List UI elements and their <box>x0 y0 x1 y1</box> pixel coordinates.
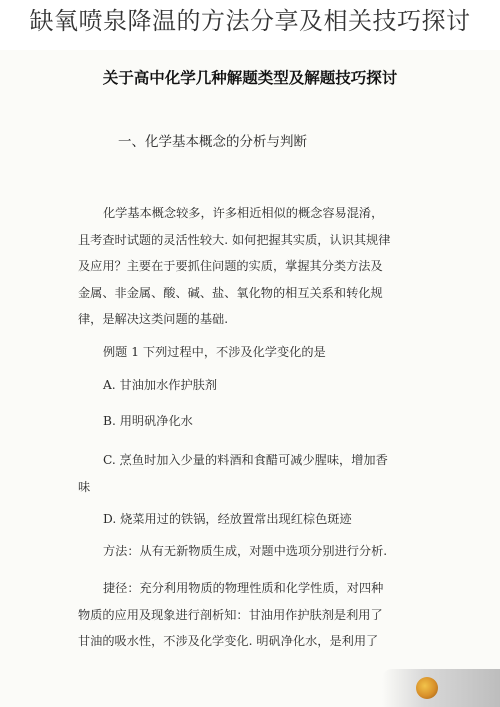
document-title: 关于高中化学几种解题类型及解题技巧探讨 <box>102 68 398 87</box>
paragraph-line: 物质的应用及现象进行剖析知：甘油用作护肤剂是利用了 <box>78 607 383 622</box>
example-question: 例题 1 下列过程中，不涉及化学变化的是 <box>103 345 326 359</box>
option-c-line: C. 烹鱼时加入少量的料酒和食醋可减少腥味，增加香 <box>103 453 388 467</box>
option-b: B. 用明矾净化水 <box>103 414 193 428</box>
page-title: 缺氧喷泉降温的方法分享及相关技巧探讨 <box>29 7 471 35</box>
logo-icon <box>416 677 438 699</box>
paragraph-concepts <box>78 200 428 333</box>
paragraph-line: 且考查时试题的灵活性较大. 如何把握其实质，认识其规律 <box>78 232 391 247</box>
paragraph-shortcut <box>78 575 428 655</box>
paragraph-line: 金属、非金属、酸、碱、盐、氧化物的相互关系和转化规 <box>78 285 383 300</box>
document-image <box>0 50 500 707</box>
method-text: 方法：从有无新物质生成，对题中选项分别进行分析. <box>103 544 388 558</box>
paragraph-line: 化学基本概念较多，许多相近相似的概念容易混淆， <box>103 206 384 220</box>
option-c <box>78 447 428 501</box>
paragraph-line: 律，是解决这类问题的基础. <box>78 312 229 326</box>
option-d: D. 烧菜用过的铁锅，经放置常出现红棕色斑迹 <box>103 512 352 526</box>
option-c-line: 味 <box>78 480 91 494</box>
paragraph-line: 捷径：充分利用物质的物理性质和化学性质，对四种 <box>103 581 384 595</box>
section-heading: 一、化学基本概念的分析与判断 <box>118 134 307 150</box>
paragraph-line: 及应用？主要在于要抓住问题的实质，掌握其分类方法及 <box>78 259 383 273</box>
option-a: A. 甘油加水作护肤剂 <box>103 378 218 392</box>
watermark <box>382 669 500 707</box>
paragraph-line: 甘油的吸水性，不涉及化学变化. 明矾净化水，是利用了 <box>78 634 379 648</box>
